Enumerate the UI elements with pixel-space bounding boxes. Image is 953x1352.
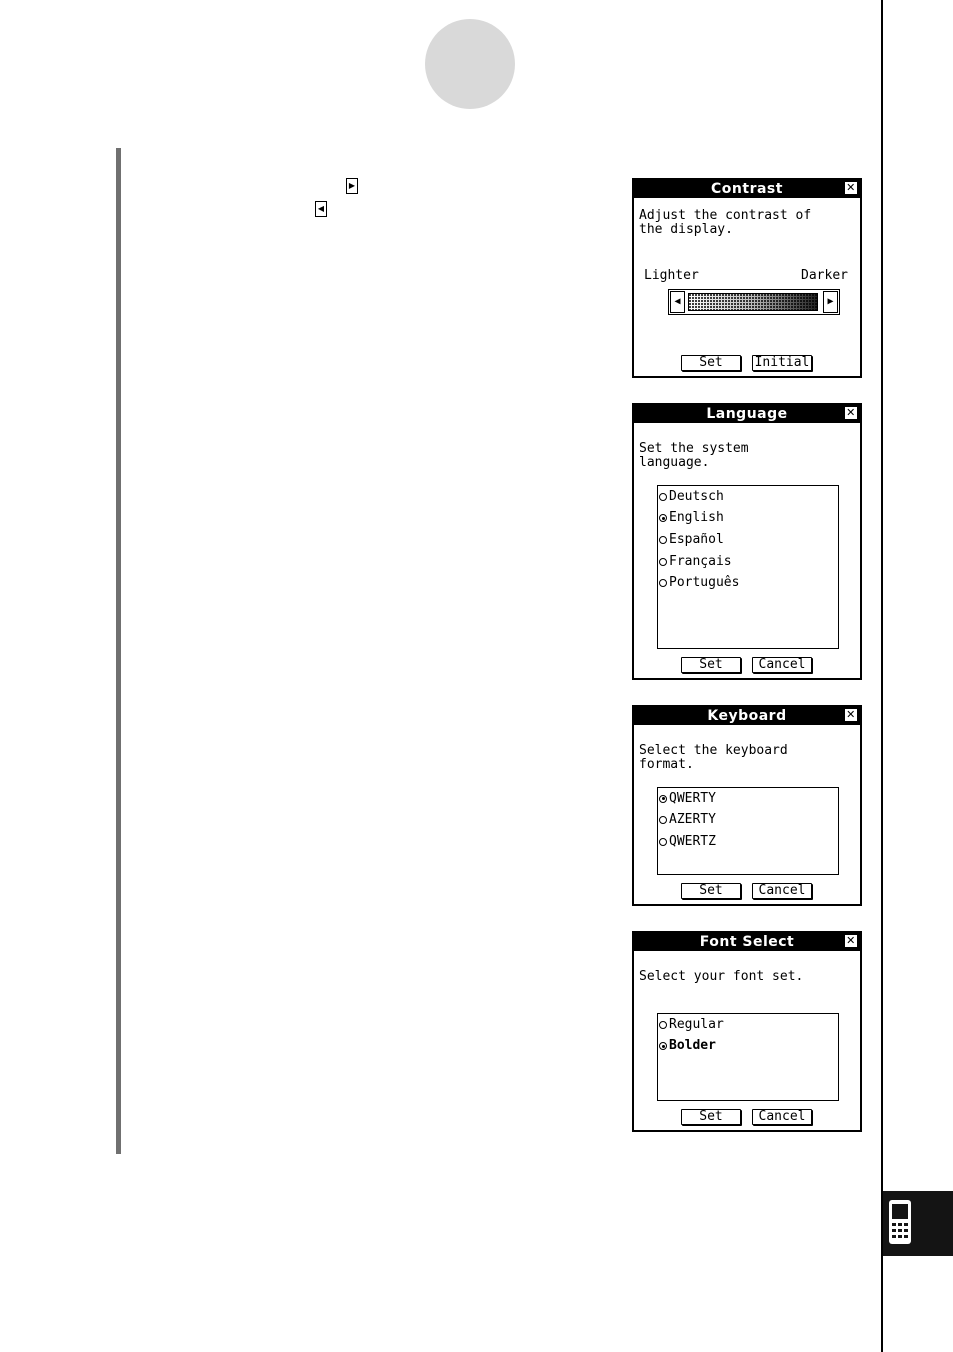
list-item[interactable] [658, 572, 838, 594]
font-listbox [657, 1013, 839, 1101]
language-dialog [632, 403, 862, 680]
option-label: Regular [669, 1016, 724, 1032]
option-label: Español [669, 531, 724, 547]
cancel-button[interactable]: Cancel [752, 1109, 812, 1125]
radio-icon [659, 816, 667, 824]
right-arrow-icon: ▶ [346, 178, 358, 194]
radio-selected-icon [659, 514, 667, 522]
radio-icon [659, 493, 667, 501]
option-label: Português [669, 575, 740, 591]
close-icon[interactable]: ✕ [846, 934, 856, 947]
close-icon[interactable]: ✕ [846, 181, 856, 194]
list-item[interactable] [658, 508, 838, 530]
chapter-circle [425, 19, 515, 109]
option-label: Deutsch [669, 488, 724, 504]
list-item[interactable] [658, 788, 838, 810]
radio-selected-icon [659, 1042, 667, 1050]
initial-button[interactable]: Initial [752, 355, 812, 371]
dialog-prompt: Select your font set. [639, 969, 804, 984]
set-button[interactable]: Set [681, 657, 741, 673]
radio-icon [659, 838, 667, 846]
option-label: QWERTY [669, 790, 716, 806]
radio-icon [659, 579, 667, 587]
font-select-dialog [632, 931, 862, 1132]
set-button[interactable]: Set [681, 883, 741, 899]
option-label: Bolder [669, 1038, 716, 1054]
list-item[interactable] [658, 486, 838, 508]
darker-label: Darker [801, 268, 848, 283]
cancel-button[interactable]: Cancel [752, 657, 812, 673]
dialog-prompt: Adjust the contrast of the display. [639, 208, 812, 237]
list-item[interactable] [658, 529, 838, 551]
close-icon[interactable]: ✕ [846, 708, 856, 721]
close-icon[interactable]: ✕ [846, 406, 856, 419]
dialog-titlebar [634, 180, 860, 198]
radio-selected-icon [659, 795, 667, 803]
slider-track[interactable] [688, 293, 818, 311]
keyboard-dialog [632, 705, 862, 906]
dialog-title: Contrast [711, 181, 783, 197]
option-label: QWERTZ [669, 833, 716, 849]
dialog-title: Keyboard [707, 708, 787, 724]
chapter-tab [883, 1191, 953, 1256]
cancel-button[interactable]: Cancel [752, 883, 812, 899]
dialog-titlebar [634, 405, 860, 423]
right-margin-rule [881, 0, 883, 1352]
option-label: English [669, 510, 724, 526]
dialog-title: Language [706, 406, 788, 422]
set-button[interactable]: Set [681, 1109, 741, 1125]
slider-right-arrow-icon[interactable]: ▶ [823, 291, 838, 313]
list-item[interactable] [658, 810, 838, 832]
list-item[interactable] [658, 1014, 838, 1036]
dialog-prompt: Set the system language. [639, 441, 749, 470]
slider-left-arrow-icon[interactable]: ◀ [670, 291, 685, 313]
contrast-slider[interactable] [668, 289, 840, 315]
option-label: AZERTY [669, 812, 716, 828]
dialog-prompt: Select the keyboard format. [639, 743, 788, 772]
set-button[interactable]: Set [681, 355, 741, 371]
radio-icon [659, 536, 667, 544]
section-bar [116, 148, 121, 1154]
radio-icon [659, 558, 667, 566]
list-item[interactable] [658, 551, 838, 573]
dialog-titlebar [634, 933, 860, 951]
list-item[interactable] [658, 831, 838, 853]
dialog-title: Font Select [699, 934, 795, 950]
list-item[interactable] [658, 1036, 838, 1058]
radio-icon [659, 1021, 667, 1029]
dialog-titlebar [634, 707, 860, 725]
left-arrow-icon: ◀ [315, 201, 327, 217]
contrast-dialog [632, 178, 862, 378]
keyboard-listbox [657, 787, 839, 875]
calculator-icon [888, 1199, 912, 1245]
option-label: Français [669, 553, 732, 569]
lighter-label: Lighter [644, 268, 699, 283]
language-listbox [657, 485, 839, 649]
